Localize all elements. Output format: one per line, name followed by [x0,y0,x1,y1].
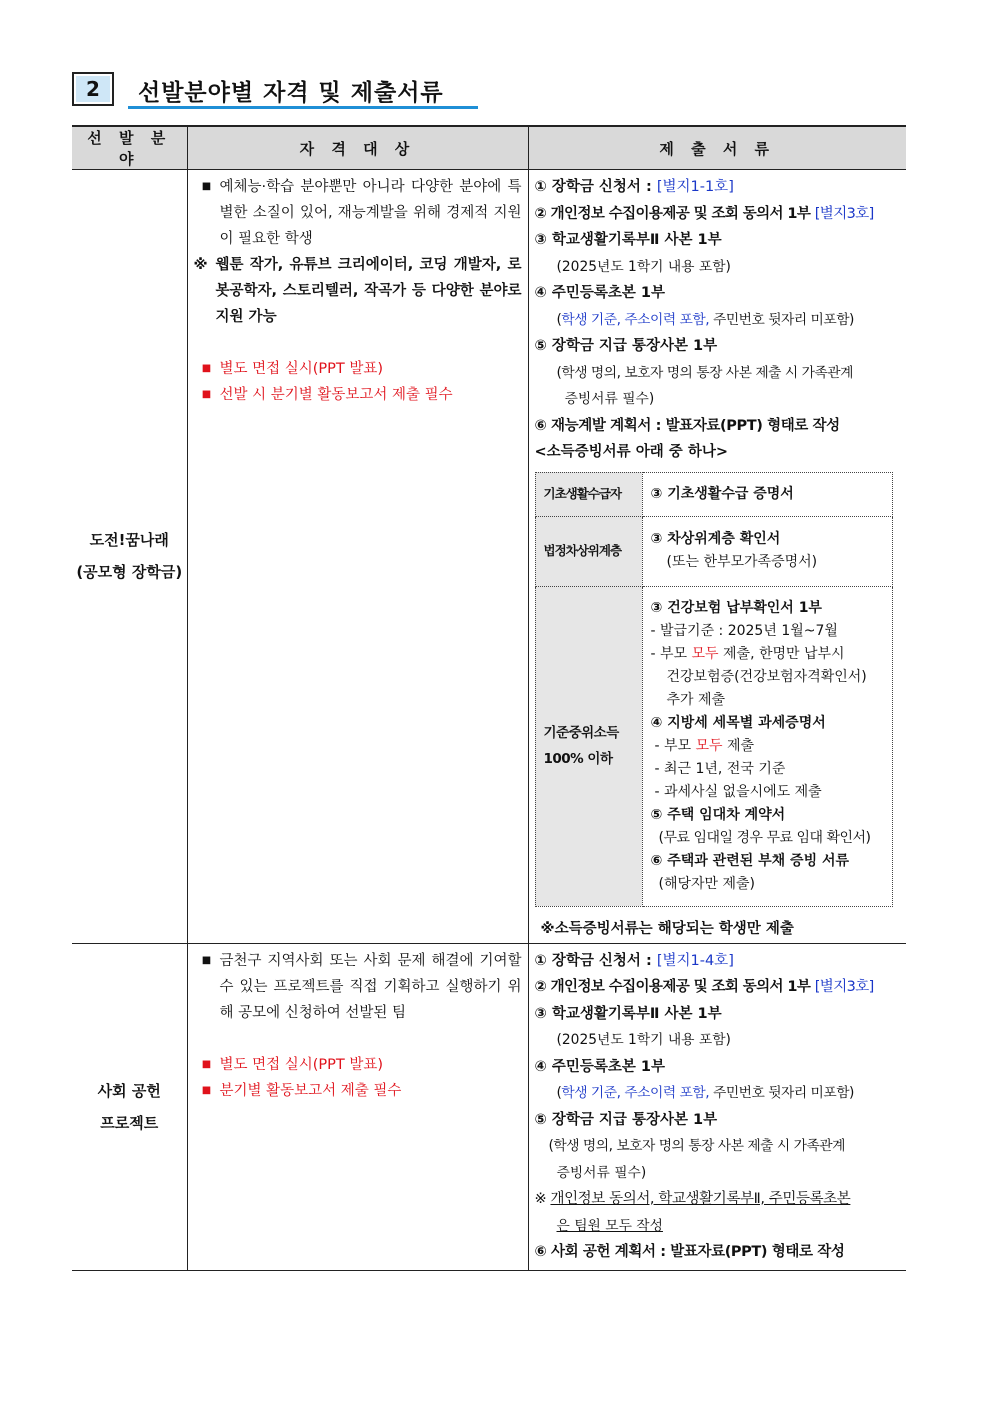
square-bullet-icon: ■ [201,363,212,374]
document-detail: (학생 명의, 보호자 명의 통장 사본 제출 시 가족관계 [548,1138,845,1154]
interview-note: 별도 면접 실시(PPT 발표) [219,361,384,377]
note-text: 웹툰 작가, 유튜브 크리에이터, 코딩 개발자, 로봇공학자, 스토리텔러, 작곡가 등 다양한 분야로 지원 가능 [215,257,522,325]
form-reference: [별지3호] [814,205,874,222]
document-detail: (2025년도 1학기 내용 포함) [556,258,731,275]
form-reference: [별지3호] [814,979,874,995]
table-row [72,943,906,1270]
list-item [194,1078,522,1104]
document-detail: 증빙서류 필수) [556,1164,647,1181]
square-bullet-icon: ■ [201,1058,212,1070]
category-name: 사회 공헌 [97,1081,161,1100]
table-header-row [72,126,906,170]
income-label: 기준중위소득 100% 이하 [535,586,642,906]
header-category: 선 발 분 야 [72,126,187,170]
document-detail: (2025년도 1학기 내용 포함) [556,1032,731,1048]
section-number-box [72,72,114,106]
document-item: ④ 주민등록초본 1부 [534,285,666,301]
title-underline [128,106,478,109]
table-row [535,516,892,586]
form-reference: [별지1-1호] [656,179,734,195]
list-item [194,948,522,1026]
income-label: 법정차상위계층 [535,516,642,586]
document-item: ① 장학금 신청서 : [별지1-1호] [534,179,734,195]
header-documents: 제 출 서 류 [528,126,906,170]
square-bullet-icon: ■ [201,181,212,192]
income-proof-table [535,472,893,907]
list-item [194,1052,522,1078]
document-item: ① 장학금 신청서 : [별지1-4호] [534,952,734,969]
note-item [194,252,522,330]
header-qualification: 자 격 대 상 [187,126,528,170]
form-reference: [별지1-4호] [656,952,734,969]
category-name: 도전!꿈나래 [89,531,169,550]
table-row [72,170,906,944]
table-row [535,472,892,516]
document-item: ③ 학교생활기록부Ⅱ 사본 1부 [534,1005,722,1022]
qualification-table [72,125,906,1271]
qualification-text: 금천구 지역사회 또는 사회 문제 해결에 기여할 수 있는 프로젝트를 직접 기획하고 실행하기 위해 공모에 신청하여 선발된 팀 [219,952,522,1021]
document-item: ⑥ 재능계발 계획서 : 발표자료(PPT) 형태로 작성 [534,417,840,434]
document-item: ② 개인정보 수집이용제공 및 조회 동의서 1부 [별지3호] [534,979,874,995]
square-bullet-icon: ■ [201,389,212,400]
income-label: 기초생활수급자 [535,472,642,516]
document-item: ② 개인정보 수집이용제공 및 조회 동의서 1부 [별지3호] [534,205,874,222]
category-subname: 프로젝트 [100,1113,159,1132]
list-item [194,356,522,382]
section-heading [72,72,482,112]
square-bullet-icon: ■ [201,1084,212,1096]
documents-cell [528,170,906,944]
income-note: ※소득증빙서류는 해당되는 학생만 제출 [540,920,794,937]
category-cell [72,170,187,944]
team-note-cont: 은 팀원 모두 작성 [556,1217,663,1234]
qualification-cell [187,170,528,944]
document-item: ③ 학교생활기록부Ⅱ 사본 1부 [534,232,722,248]
income-value: ③ 기초생활수급 증명서 [642,472,892,516]
report-note: 선발 시 분기별 활동보고서 제출 필수 [219,387,453,403]
documents-cell [528,943,906,1270]
section-title: 선발분야별 자격 및 제출서류 [138,80,444,106]
document-detail: (학생 명의, 보호자 명의 통장 사본 제출 시 가족관계 [556,364,853,381]
qualification-text: 예체능·학습 분야뿐만 아니라 다양한 분야에 특별한 소질이 있어, 재능계발을 위해 경제적 지원이 필요한 학생 [219,179,522,247]
square-bullet-icon: ■ [201,954,212,966]
document-item: ⑥ 사회 공헌 계획서 : 발표자료(PPT) 형태로 작성 [534,1244,845,1260]
section-number: 2 [76,76,110,102]
document-item: ④ 주민등록초본 1부 [534,1058,666,1075]
reference-mark: ※ [193,257,208,273]
document-item: ⑤ 장학금 지급 통장사본 1부 [534,1111,718,1128]
list-item [194,174,522,252]
category-cell [72,943,187,1270]
qualification-cell [187,943,528,1270]
document-item: ⑤ 장학금 지급 통장사본 1부 [534,338,718,354]
interview-note: 별도 면접 실시(PPT 발표) [219,1056,384,1073]
income-heading: <소득증빙서류 아래 중 하나> [534,444,729,460]
team-note: ※ 개인정보 동의서, 학교생활기록부Ⅱ, 주민등록초본 [534,1191,851,1207]
report-note: 분기별 활동보고서 제출 필수 [219,1082,402,1099]
document-detail: (학생 기준, 주소이력 포함, 주민번호 뒷자리 미포함) [556,311,854,328]
list-item [194,382,522,408]
category-subname: (공모형 장학금) [76,563,183,582]
income-value: ③ 차상위계층 확인서 (또는 한부모가족증명서) [642,516,892,586]
income-value: ③ 건강보험 납부확인서 1부 - 발급기준 : 2025년 1월~7월 - 부모 모두 제출, 한명만 납부시 건강보험증(건강보험자격확인서) 추가 제출 ④ 지방세 세목별 과세증명서 - 부모 모두 제출 - 최근 1년, 전국 기준 - 과세사실 없을시에도 제출 ⑤ 주택 임대차 계약서 (무료 임대일 경우 무료 임대 확인서) ⑥ 주택과 관련된 부채 증빙 서류 (해당자만 제출) [642,586,892,906]
table-row [535,586,892,906]
document-detail: (학생 기준, 주소이력 포함, 주민번호 뒷자리 미포함) [556,1085,854,1101]
document-detail: 증빙서류 필수) [564,391,655,407]
